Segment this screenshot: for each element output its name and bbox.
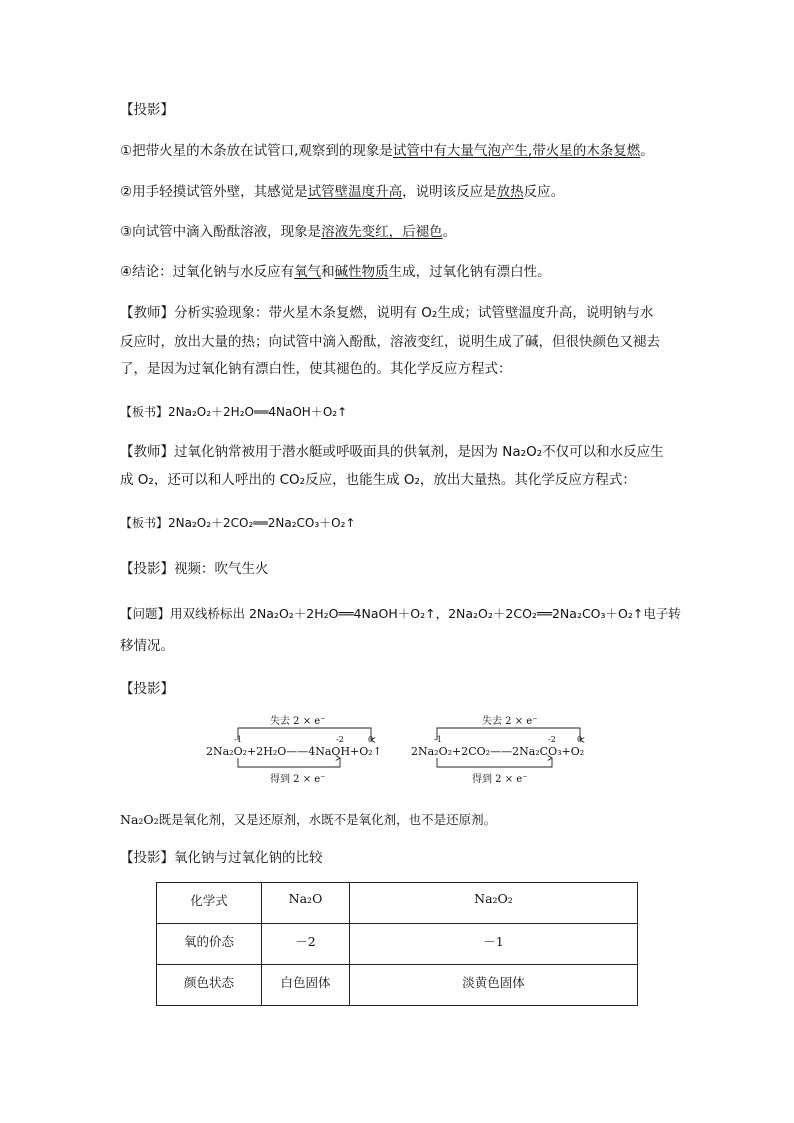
diagram-2-equation: 2Na₂O₂+2CO₂——2Na₂CO₃+O₂: [411, 745, 585, 758]
table-cell: 化学式: [157, 883, 262, 924]
electron-transfer-diagrams: [0, 700, 794, 800]
note-na2o2-role: Na₂O₂既是氧化剂，又是还原剂，水既不是氧化剂，也不是还原剂。: [120, 812, 497, 827]
teacher-analysis-line-2: 反应时，放出大量的热；向试管中滴入酚酞，溶液变红，说明生成了碱，但很快颜色又褪去: [120, 334, 660, 350]
heading-projection-1: 【投影】: [120, 102, 174, 118]
board-equation-1: 【板书】2Na₂O₂＋2H₂O══4NaOH＋O₂↑: [120, 405, 348, 419]
heading-comparison: 【投影】氧化钠与过氧化钠的比较: [120, 850, 323, 866]
observation-2: ②用手轻摸试管外壁，其感觉是试管壁温度升高，说明该反应是放热反应。: [120, 184, 565, 200]
table-cell: 淡黄色固体: [350, 965, 638, 1006]
conclusion: ④结论：过氧化钠与水反应有氧气和碱性物质生成，过氧化钠有漂白性。: [120, 264, 551, 280]
table-cell: －1: [350, 924, 638, 965]
diagram-2-oxidation-state-oxygen: 0: [577, 735, 583, 744]
table-cell: 氧的价态: [157, 924, 262, 965]
comparison-table: [156, 882, 638, 1006]
diagram-1-bottom-label: 得到 2 × e⁻: [270, 774, 326, 785]
table-cell: Na₂O₂: [350, 883, 638, 924]
diagram-2-oxidation-state-co3: -2: [548, 735, 556, 744]
diagram-2-bottom-label: 得到 2 × e⁻: [472, 774, 528, 785]
table-row: [157, 965, 638, 1006]
table-cell: －2: [262, 924, 350, 965]
table-row: [157, 883, 638, 924]
heading-projection-2: 【投影】: [120, 681, 174, 697]
table-cell: Na₂O: [262, 883, 350, 924]
diagram-1-oxidation-state-oxygen: 0: [368, 735, 374, 744]
teacher-analysis-line-1: 【教师】分析实验现象：带火星木条复燃，说明有 O₂生成；试管壁温度升高，说明钠与水: [120, 305, 654, 321]
observation-1: ①把带火星的木条放在试管口,观察到的现象是试管中有大量气泡产生,带火星的木条复燃。: [120, 143, 654, 159]
diagram-2-oxidation-state-o2: -1: [434, 735, 442, 744]
table-cell: 颜色状态: [157, 965, 262, 1006]
question-line-2: 移情况。: [120, 638, 174, 654]
table-cell: 白色固体: [262, 965, 350, 1006]
projection-video: 【投影】视频：吹气生火: [120, 561, 269, 577]
diagram-1-oxidation-state-o2: -1: [234, 735, 242, 744]
question-line-1: 【问题】用双线桥标出 2Na₂O₂＋2H₂O══4NaOH＋O₂↑，2Na₂O₂＋2CO₂══2Na₂CO₃＋O₂↑电子转: [120, 606, 681, 621]
teacher-explanation-line-1: 【教师】过氧化钠常被用于潜水艇或呼吸面具的供氧剂，是因为 Na₂O₂不仅可以和水反应生: [120, 444, 664, 460]
board-equation-2: 【板书】2Na₂O₂＋2CO₂══2Na₂CO₃＋O₂↑: [120, 516, 356, 530]
table-row: [157, 924, 638, 965]
diagram-1-oxidation-state-oh: -2: [336, 735, 344, 744]
teacher-analysis-line-3: 了，是因为过氧化钠有漂白性，使其褪色的。其化学反应方程式：: [120, 361, 512, 377]
diagram-1-equation: 2Na₂O₂+2H₂O——4NaOH+O₂↑: [206, 745, 382, 758]
teacher-explanation-line-2: 成 O₂，还可以和人呼出的 CO₂反应，也能生成 O₂，放出大量热。其化学反应方程式：: [120, 472, 636, 488]
diagram-2-top-label: 失去 2 × e⁻: [482, 716, 538, 727]
diagram-1-top-label: 失去 2 × e⁻: [270, 716, 326, 727]
observation-3: ③向试管中滴入酚酞溶液，现象是溶液先变红，后褪色。: [120, 224, 457, 240]
